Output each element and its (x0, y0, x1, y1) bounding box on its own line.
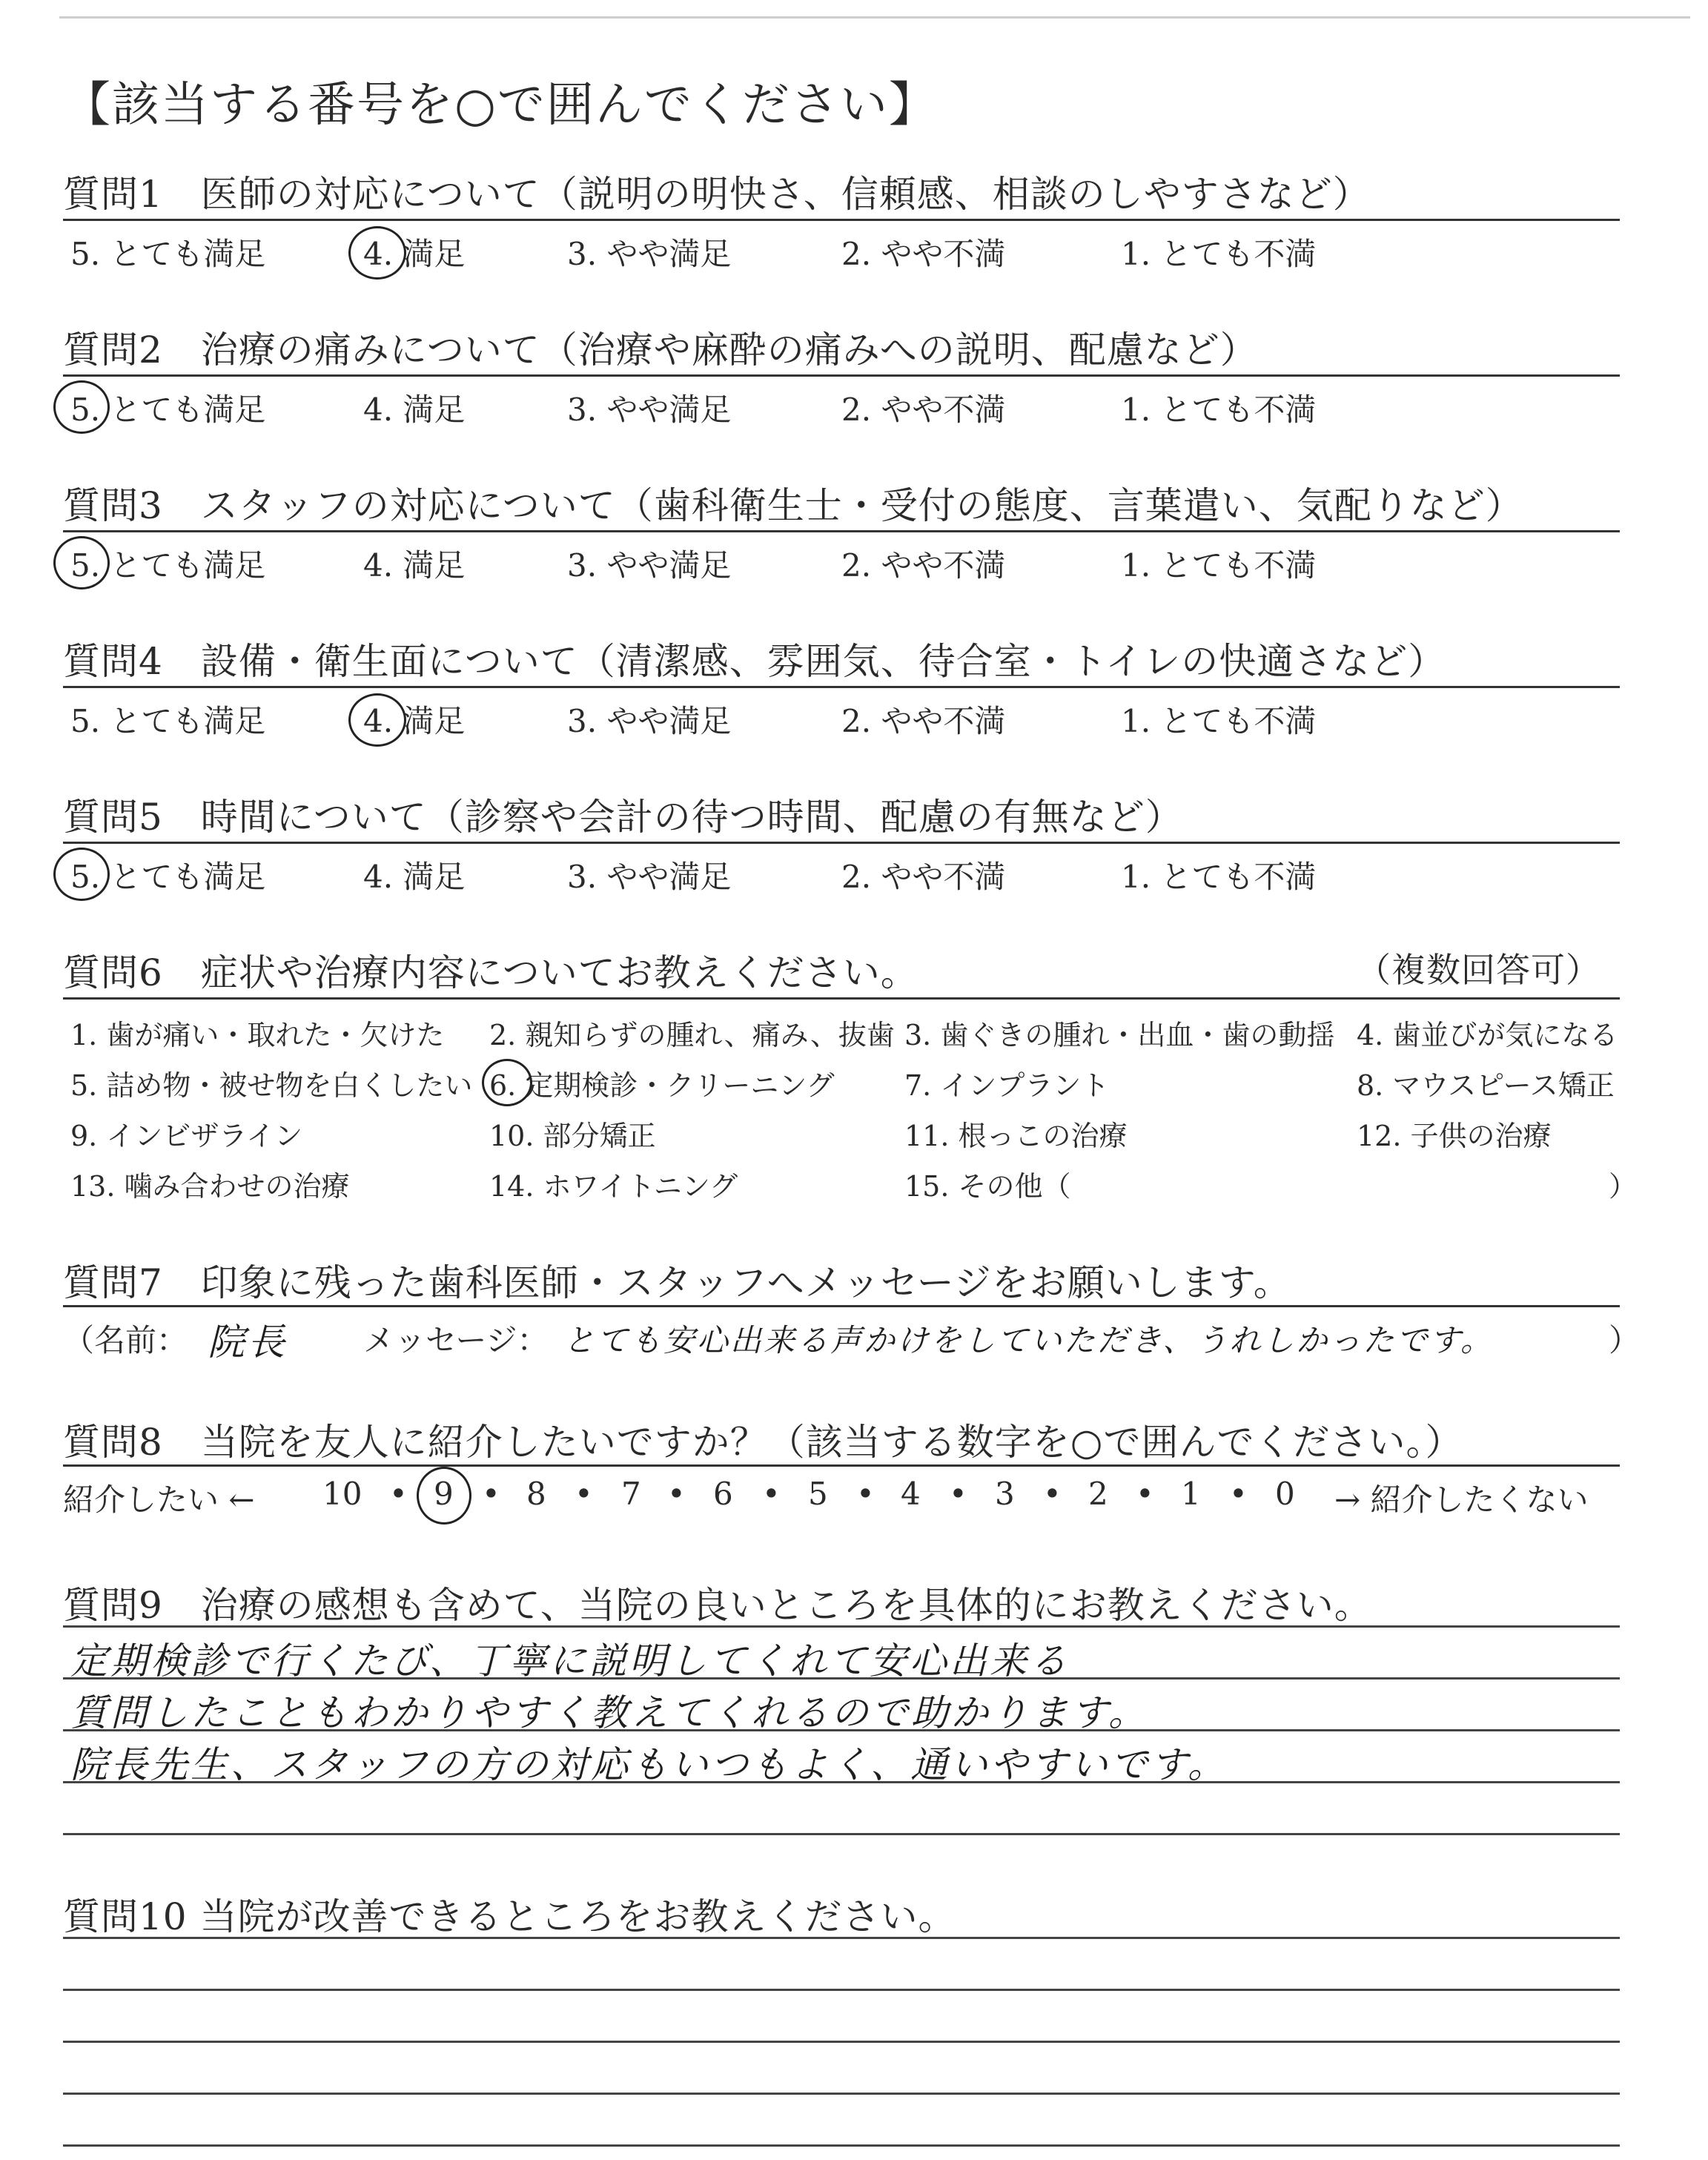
q5-rule (63, 842, 1620, 844)
q8-scale-10[interactable]: 10 (322, 1476, 363, 1512)
q1-selection-circle (348, 226, 406, 280)
q8-scale-9[interactable]: 9 (434, 1476, 454, 1512)
q6-option-2[interactable]: 2. 親知らずの腫れ、痛み、抜歯 (489, 1019, 895, 1051)
q7-message-label: メッセージ： (363, 1322, 549, 1358)
q7-close-paren: ） (1609, 1322, 1641, 1358)
q6-option-6[interactable]: 6. 定期検診・クリーニング (489, 1069, 835, 1102)
q8-separator: • (949, 1476, 967, 1512)
q1-option-2[interactable]: 2. やや不満 (841, 236, 1006, 272)
q1-option-5[interactable]: 5. とても満足 (70, 236, 266, 272)
q7-title: 質問7 印象に残った歯科医師・スタッフへメッセージをお願いします。 (63, 1261, 1291, 1304)
q6-selection-circle (482, 1059, 532, 1106)
q6-option-12[interactable]: 12. 子供の治療 (1357, 1120, 1552, 1152)
q5-option-2[interactable]: 2. やや不満 (841, 859, 1006, 895)
q4-rule (63, 686, 1620, 688)
q8-scale-2[interactable]: 2 (1088, 1476, 1108, 1512)
q8-scale-0[interactable]: 0 (1275, 1476, 1295, 1512)
q5-title: 質問5 時間について（診察や会計の待つ時間、配慮の有無など） (63, 796, 1183, 839)
q8-right-label: → 紹介したくない (1334, 1482, 1589, 1518)
q8-separator: • (856, 1476, 875, 1512)
q5-selection-circle (53, 848, 110, 901)
q6-option-3[interactable]: 3. 歯ぐきの腫れ・出血・歯の動揺 (904, 1019, 1335, 1051)
q4-option-2[interactable]: 2. やや不満 (841, 703, 1006, 739)
q10-line-1[interactable] (63, 1937, 1620, 1939)
q8-left-label: 紹介したい ← (63, 1482, 255, 1518)
q2-option-4[interactable]: 4. 満足 (363, 392, 466, 428)
q7-message-value[interactable]: とても安心出来る声かけをしていただき、うれしかったです。 (563, 1322, 1494, 1358)
q9-line-1 (63, 1625, 1620, 1628)
q9-answer-line-3[interactable]: 院長先生、スタッフの方の対応もいつもよく、通いやすいです。 (70, 1743, 1228, 1786)
q2-rule (63, 374, 1620, 377)
q6-option-4[interactable]: 4. 歯並びが気になる (1357, 1019, 1618, 1051)
q6-title: 質問6 症状や治療内容についてお教えください。 (63, 951, 918, 994)
q5-option-4[interactable]: 4. 満足 (363, 859, 466, 895)
q3-option-4[interactable]: 4. 満足 (363, 547, 466, 584)
q1-option-3[interactable]: 3. やや満足 (567, 236, 732, 272)
q4-option-4[interactable]: 4. 満足 (363, 703, 466, 739)
q6-option-11[interactable]: 11. 根っこの治療 (904, 1120, 1128, 1152)
q8-scale-5[interactable]: 5 (808, 1476, 828, 1512)
q3-title: 質問3 スタッフの対応について（歯科衛生士・受付の態度、言葉遣い、気配りなど） (63, 484, 1523, 527)
q8-rule (63, 1464, 1620, 1467)
q7-name-value[interactable]: 院長 (208, 1321, 288, 1364)
q6-option-10[interactable]: 10. 部分矯正 (489, 1120, 656, 1152)
q9-line-5 (63, 1833, 1620, 1835)
q1-rule (63, 219, 1620, 221)
q9-line-3 (63, 1729, 1620, 1731)
q1-title: 質問1 医師の対応について（説明の明快さ、信頼感、相談のしやすさなど） (63, 173, 1371, 216)
q9-title: 質問9 治療の感想も含めて、当院の良いところを具体的にお教えください。 (63, 1584, 1372, 1627)
q6-multiple-note: （複数回答可） (1357, 950, 1601, 990)
q2-title: 質問2 治療の痛みについて（治療や麻酔の痛みへの説明、配慮など） (63, 328, 1258, 371)
q8-title: 質問8 当院を友人に紹介したいですか？（該当する数字を○で囲んでください。） (63, 1421, 1463, 1464)
q3-selection-circle (53, 536, 110, 589)
q8-scale-3[interactable]: 3 (995, 1476, 1015, 1512)
q6-option-1[interactable]: 1. 歯が痛い・取れた・欠けた (70, 1019, 445, 1051)
q3-option-1[interactable]: 1. とても不満 (1121, 547, 1317, 584)
q8-separator: • (1229, 1476, 1248, 1512)
q8-scale-6[interactable]: 6 (713, 1476, 733, 1512)
q3-rule (63, 530, 1620, 532)
q6-rule (63, 997, 1620, 1000)
q2-option-1[interactable]: 1. とても不満 (1121, 392, 1317, 428)
q10-line-2[interactable] (63, 1989, 1620, 1991)
q6-option-8[interactable]: 8. マウスピース矯正 (1357, 1069, 1615, 1102)
q1-option-1[interactable]: 1. とても不満 (1121, 236, 1317, 272)
q8-separator: • (389, 1476, 408, 1512)
q6-option-15-close: ） (1609, 1170, 1638, 1203)
q8-separator: • (482, 1476, 500, 1512)
q8-separator: • (667, 1476, 686, 1512)
q2-selection-circle (53, 380, 110, 434)
q4-title: 質問4 設備・衛生面について（清潔感、雰囲気、待合室・トイレの快適さなど） (63, 640, 1446, 683)
q8-scale-1[interactable]: 1 (1181, 1476, 1201, 1512)
q6-option-5[interactable]: 5. 詰め物・被せ物を白くしたい (70, 1069, 473, 1102)
q10-line-3[interactable] (63, 2041, 1620, 2043)
q2-option-3[interactable]: 3. やや満足 (567, 392, 732, 428)
q5-option-1[interactable]: 1. とても不満 (1121, 859, 1317, 895)
q9-answer-line-2[interactable]: 質問したこともわかりやすく教えてくれるので助かります。 (70, 1691, 1148, 1734)
instructions-header: 【該当する番号を○で囲んでください】 (63, 78, 938, 133)
q1-option-4[interactable]: 4. 満足 (363, 236, 466, 272)
q7-name-label: （名前： (63, 1322, 188, 1358)
q8-scale-8[interactable]: 8 (526, 1476, 546, 1512)
q8-selection-circle (417, 1467, 471, 1525)
q6-option-15[interactable]: 15. その他（ (904, 1170, 1071, 1203)
q8-separator: • (1043, 1476, 1062, 1512)
q10-line-5[interactable] (63, 2144, 1620, 2147)
q5-option-3[interactable]: 3. やや満足 (567, 859, 732, 895)
q8-scale-7[interactable]: 7 (621, 1476, 641, 1512)
q2-option-2[interactable]: 2. やや不満 (841, 392, 1006, 428)
q6-option-7[interactable]: 7. インプラント (904, 1069, 1110, 1102)
q5-option-5[interactable]: 5. とても満足 (70, 859, 266, 895)
q2-option-5[interactable]: 5. とても満足 (70, 392, 266, 428)
q4-selection-circle (348, 693, 406, 747)
q10-line-4[interactable] (63, 2093, 1620, 2095)
q3-option-3[interactable]: 3. やや満足 (567, 547, 732, 584)
q6-option-14[interactable]: 14. ホワイトニング (489, 1170, 738, 1203)
q3-option-2[interactable]: 2. やや不満 (841, 547, 1006, 584)
q4-option-3[interactable]: 3. やや満足 (567, 703, 732, 739)
q8-separator: • (762, 1476, 781, 1512)
q9-line-2 (63, 1677, 1620, 1680)
q9-answer-line-1[interactable]: 定期検診で行くたび、丁寧に説明してくれて安心出来る (70, 1639, 1070, 1682)
q9-line-4 (63, 1781, 1620, 1783)
q4-option-1[interactable]: 1. とても不満 (1121, 703, 1317, 739)
q7-rule (63, 1305, 1620, 1307)
q8-scale-4[interactable]: 4 (901, 1476, 921, 1512)
q3-option-5[interactable]: 5. とても満足 (70, 547, 266, 584)
top-border (59, 16, 1690, 19)
q6-option-13[interactable]: 13. 噛み合わせの治療 (70, 1170, 350, 1203)
q4-option-5[interactable]: 5. とても満足 (70, 703, 266, 739)
q8-separator: • (575, 1476, 593, 1512)
q10-title: 質問10 当院が改善できるところをお教えください。 (63, 1895, 956, 1938)
q6-option-9[interactable]: 9. インビザライン (70, 1120, 303, 1152)
q8-separator: • (1136, 1476, 1154, 1512)
